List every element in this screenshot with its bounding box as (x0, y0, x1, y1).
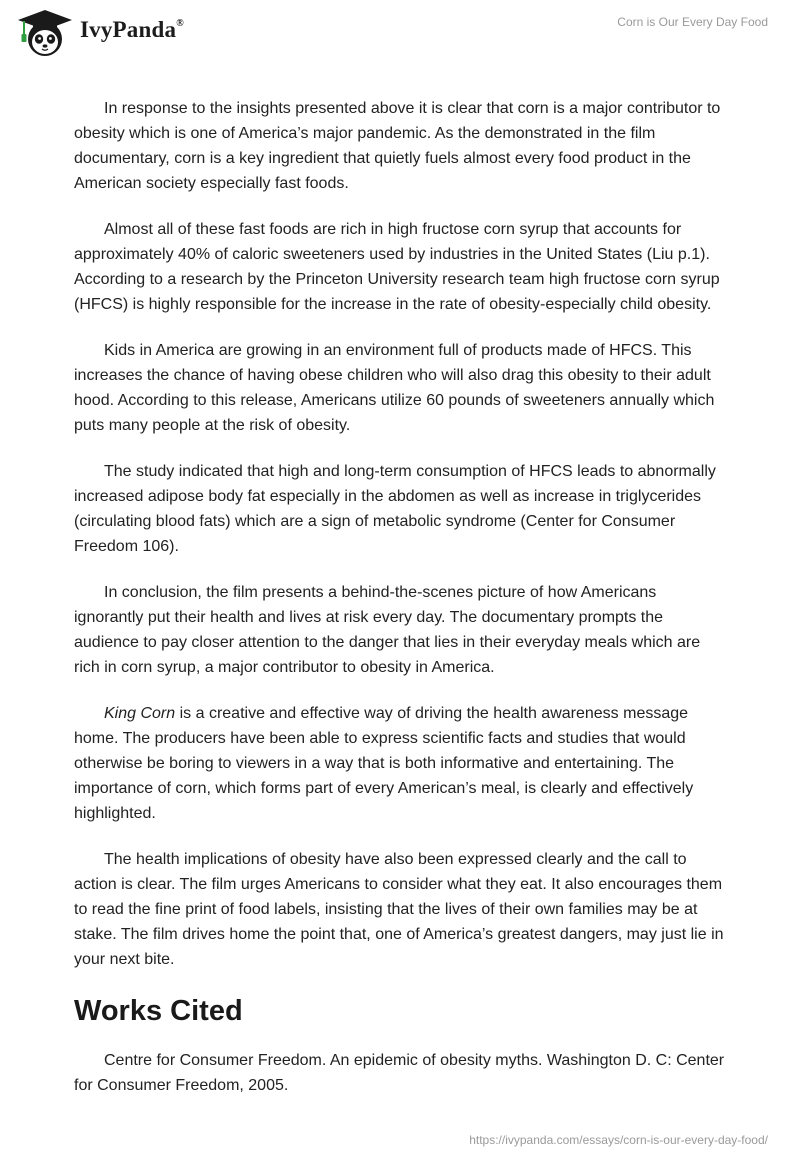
paragraph (74, 701, 726, 826)
citation-entry: Centre for Consumer Freedom. An epidemic of obesity myths. Washington D. C: Center for Consumer Freedom, 2005. (74, 1052, 725, 1094)
works-cited-heading: Works Cited (74, 995, 243, 1027)
panda-logo-icon[interactable] (16, 8, 74, 58)
header (0, 0, 800, 70)
essay-body (74, 96, 726, 1119)
registered-mark: ® (176, 18, 184, 30)
paragraph: Kids in America are growing in an environment full of products made of HFCS. This increases the chance of having obese children who will also drag this obesity to their adult hood. According to this release, Americans utilize 60 pounds of sweeteners annually which puts many people at the risk of obesity. (74, 342, 715, 434)
paragraph: In conclusion, the film presents a behind-the-scenes picture of how Americans ignorantly put their health and lives at risk every day. The documentary prompts the audience to pay closer attention to the danger that lies in their everyday meals which are rich in corn syrup, a major contributor to obesity in America. (74, 584, 701, 676)
paragraph: The health implications of obesity have also been expressed clearly and the call to action is clear. The film urges Americans to consider what they eat. It also encourages them to read the fine print of food labels, insisting that the lives of their own families may be at stake. The film drives home the point that, one of America’s greatest dangers, may just lie in your next bite. (74, 851, 724, 968)
source-url[interactable]: https://ivypanda.com/essays/corn-is-our-every-day-food/ (469, 1133, 768, 1147)
paragraph-text: is a creative and effective way of driving the health awareness message home. The producers have been able to express scientific facts and studies that would otherwise be boring to viewers in a way that is both informative and entertaining. The importance of corn, which forms part of every American’s meal, is clearly and effectively highlighted. (74, 705, 694, 822)
paragraph: The study indicated that high and long-term consumption of HFCS leads to abnormally increased adipose body fat especially in the abdomen as well as increase in triglycerides (circulating blood fats) which are a sign of metabolic syndrome (Center for Consumer Freedom 106). (74, 463, 716, 555)
document-title: Corn is Our Every Day Food (617, 15, 768, 29)
paragraph: Almost all of these fast foods are rich in high fructose corn syrup that accounts for approximately 40% of caloric sweeteners used by industries in the United States (Liu p.1). According to a research by the Princeton University research team high fructose corn syrup (HFCS) is highly responsible for the increase in the rate of obesity-especially child obesity. (74, 221, 720, 313)
paragraph: In response to the insights presented above it is clear that corn is a major contributor to obesity which is one of America’s major pandemic. As the demonstrated in the film documentary, corn is a key ingredient that quietly fuels almost every food product in the American society especially fast foods. (74, 100, 721, 192)
brand-name[interactable]: IvyPanda® (80, 17, 184, 42)
film-title: King Corn (104, 705, 176, 722)
